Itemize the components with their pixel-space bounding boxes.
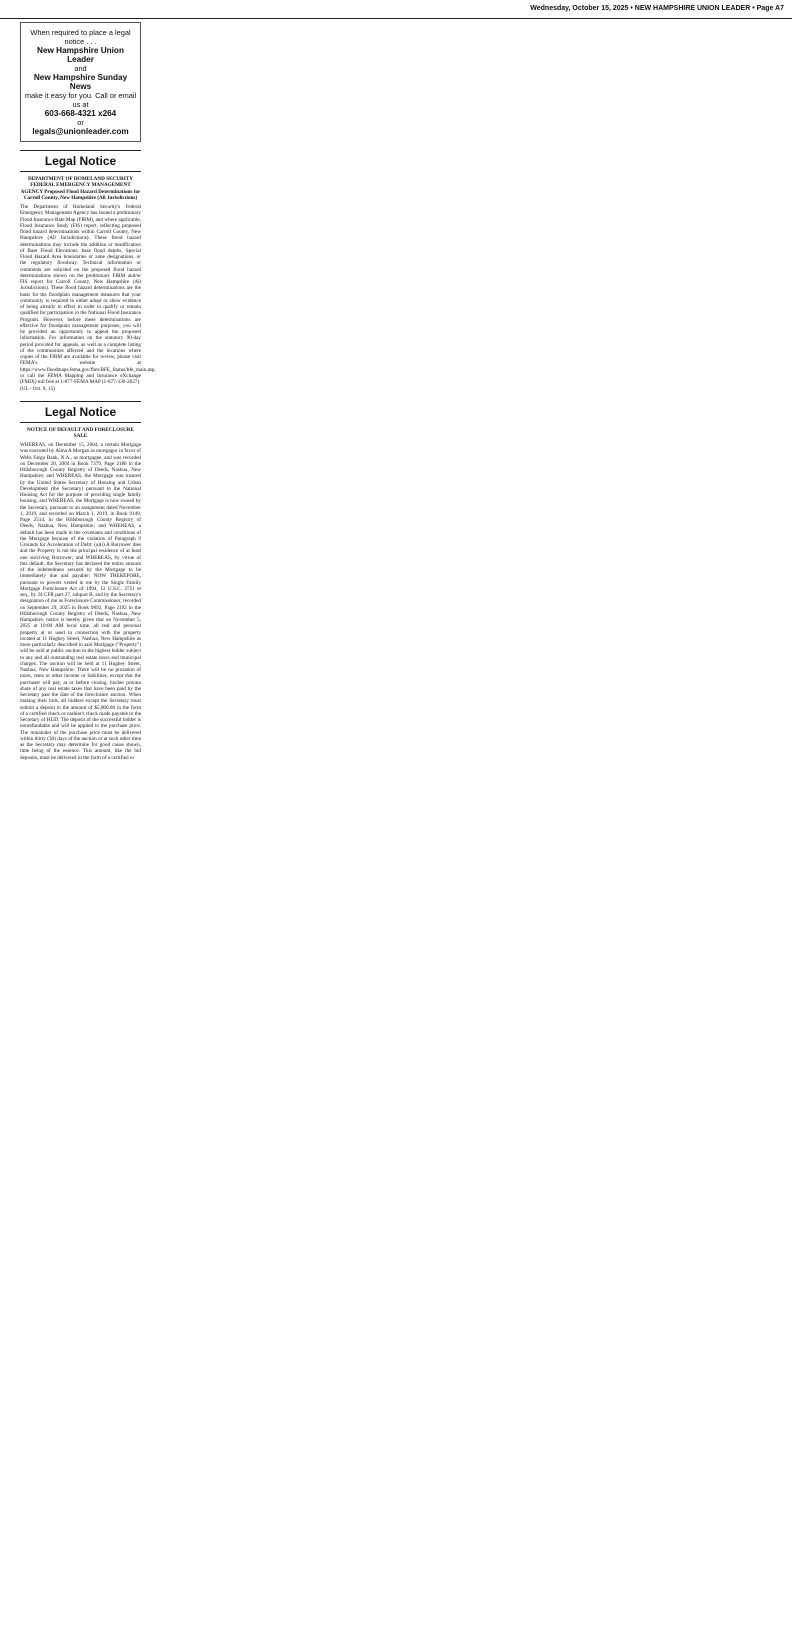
legal-contact-box bbox=[20, 22, 141, 142]
promo-email[interactable]: legals@unionleader.com bbox=[32, 127, 129, 136]
column-2 bbox=[147, 22, 268, 1628]
column-5 bbox=[528, 22, 649, 1628]
promo-and: and bbox=[74, 64, 87, 73]
promo-phone[interactable]: 603-668-4321 x264 bbox=[44, 109, 117, 118]
column-4 bbox=[401, 22, 522, 1628]
promo-intro: When required to place a legal notice . . . bbox=[30, 28, 131, 46]
legal-notice-heading: Legal Notice bbox=[20, 150, 141, 172]
notice-title-foreclosure: NOTICE OF DEFAULT AND FORECLOSURE SALE bbox=[27, 426, 134, 439]
column-1 bbox=[20, 22, 156, 1628]
column-3 bbox=[274, 22, 395, 1628]
notice-title-fema: DEPARTMENT OF HOMELAND SECURITY FEDERAL EMERGENCY MANAGEMENT AGENCY Proposed Flood Hazard Determinations for Carroll County, New Hampshire (All Jurisdictions) bbox=[20, 176, 141, 201]
notice-ref-fema: (UL - Oct. 8, 15) bbox=[20, 386, 55, 393]
notice-body-foreclosure: WHEREAS, on December 15, 2004, a certain Mortgage was executed by Alma A Morgan as mortgagor in favor of Wells Fargo Bank, N.A., as mortgagee, and was recorded on December 20, 2004 in Book 7379, Page 2180 in the Hillsborough County Registry of Deeds, Nashua, New Hampshire; and WHEREAS, the Mortgage was insured by the United States Secretary of Housing and Urban Development (the Secretary) pursuant to the National Housing Act for the purpose of providing single family housing; and WHEREAS, the Mortgage is now owned by the Secretary, pursuant to an assignment dated November 1, 2019, and recorded on March 1, 2019, in Book 9149, Page 2514, in the Hillsborough County Registry of Deeds, Nashua, New Hampshire; and WHEREAS, a default has been made in the covenants and conditions of the Mortgage because of the violation of Paragraph 9 Grounds for Acceleration of Debt: (a)(i) A Borrower dies and the Property is not the principal residence of at least one surviving Borrower; and WHEREAS, by virtue of this default, the Secretary has declared the entire amount of the indebtedness secured by the Mortgage to be immediately due and payable; NOW THEREFORE, pursuant to powers vested in me by the Single Family Mortgage Foreclosure Act of 1994, 12 U.S.C. 3751 et seq., by 24 CFR part 27, subpart B, and by the Secretary's designation of me as Foreclosure Commissioner, recorded on September 29, 2025 in Book 9892, Page 2192 in the Hillsborough County Registry of Deeds, Nashua, New Hampshire, notice is hereby given that on November 5, 2025 at 10:00 AM local time, all real and personal property at or used in connection with the property located at 11 Hughey Street, Nashua, New Hampshire as more particularly described in said Mortgage ("Property") will be sold at public auction to the highest bidder subject to any and all outstanding real estate taxes and municipal charges. The auction will be held at 11 Hughey Street, Nashua, New Hampshire. There will be no proration of taxes, rents or other income or liabilities, except that the purchaser will pay, at or before closing, his/her prorata share of any real estate taxes that have been paid by the Secretary past the date of the foreclosure auction. When making their bids, all bidders except the Secretary must submit a deposit in the amount of $5,000.00 in the form of a certified check or cashier's check made payable to the Secretary of HUD. The deposit of the successful bidder is nonrefundable and will be applied to the purchase price. The remainder of the purchase price must be delivered within thirty (30) days of the auction or at such other time as the Secretary may determine for good cause shown, time being of the essence. This amount, like the bid deposits, must be delivered in the form of a certified or bbox=[20, 442, 141, 761]
notice-columns bbox=[20, 22, 780, 1628]
promo-brand-union-leader: New Hampshire Union Leader bbox=[37, 46, 124, 64]
promo-or: or bbox=[77, 118, 84, 127]
page-header bbox=[0, 0, 792, 19]
header-text: Wednesday, October 15, 2025 • NEW HAMPSHIRE UNION LEADER • Page A7 bbox=[530, 5, 784, 12]
notice-body-fema: The Department of Homeland Security's Federal Emergency Management Agency has issued a preliminary Flood Insurance Rate Map (FIRM), and where applicable, Flood Insurance Study (FIS) report, reflecting proposed flood hazard determinations within Carroll County, New Hampshire (All Jurisdictions). These flood hazard determinations may include the addition or modification of Base Flood Elevations, base flood depths, Special Flood Hazard Area boundaries or zone designations, or the regulatory floodway. Technical information or comments are solicited on the proposed flood hazard determinations shown on the preliminary FIRM and/or FIS report for Carroll County, New Hampshire (All Jurisdictions). These flood hazard determinations are the basis for the floodplain management measures that your community is required to either adopt or show evidence of being already in effect in order to qualify or remain qualified for participation in the National Flood Insurance Program. However, before these determinations are effective for floodplain management purposes, you will be provided an opportunity to appeal the proposed information. For information on the statutory 90-day period provided for appeals, as well as a complete listing of the communities affected and the locations where copies of the FIRM are available for review, please visit FEMA's website at https://www.floodmaps.fema.gov/fhm/BFE_Status/bfe_main.asp, or call the FEMA Mapping and Insurance eXchange (FMIX) toll free at 1-877-FEMA MAP (1-877-336-2627). bbox=[20, 204, 156, 385]
promo-brand-sunday-news: New Hampshire Sunday News bbox=[33, 73, 128, 91]
legal-notice-heading: Legal Notice bbox=[20, 401, 141, 423]
promo-tagline: make it easy for you. Call or email us at bbox=[24, 91, 137, 109]
column-6 bbox=[655, 22, 776, 1628]
